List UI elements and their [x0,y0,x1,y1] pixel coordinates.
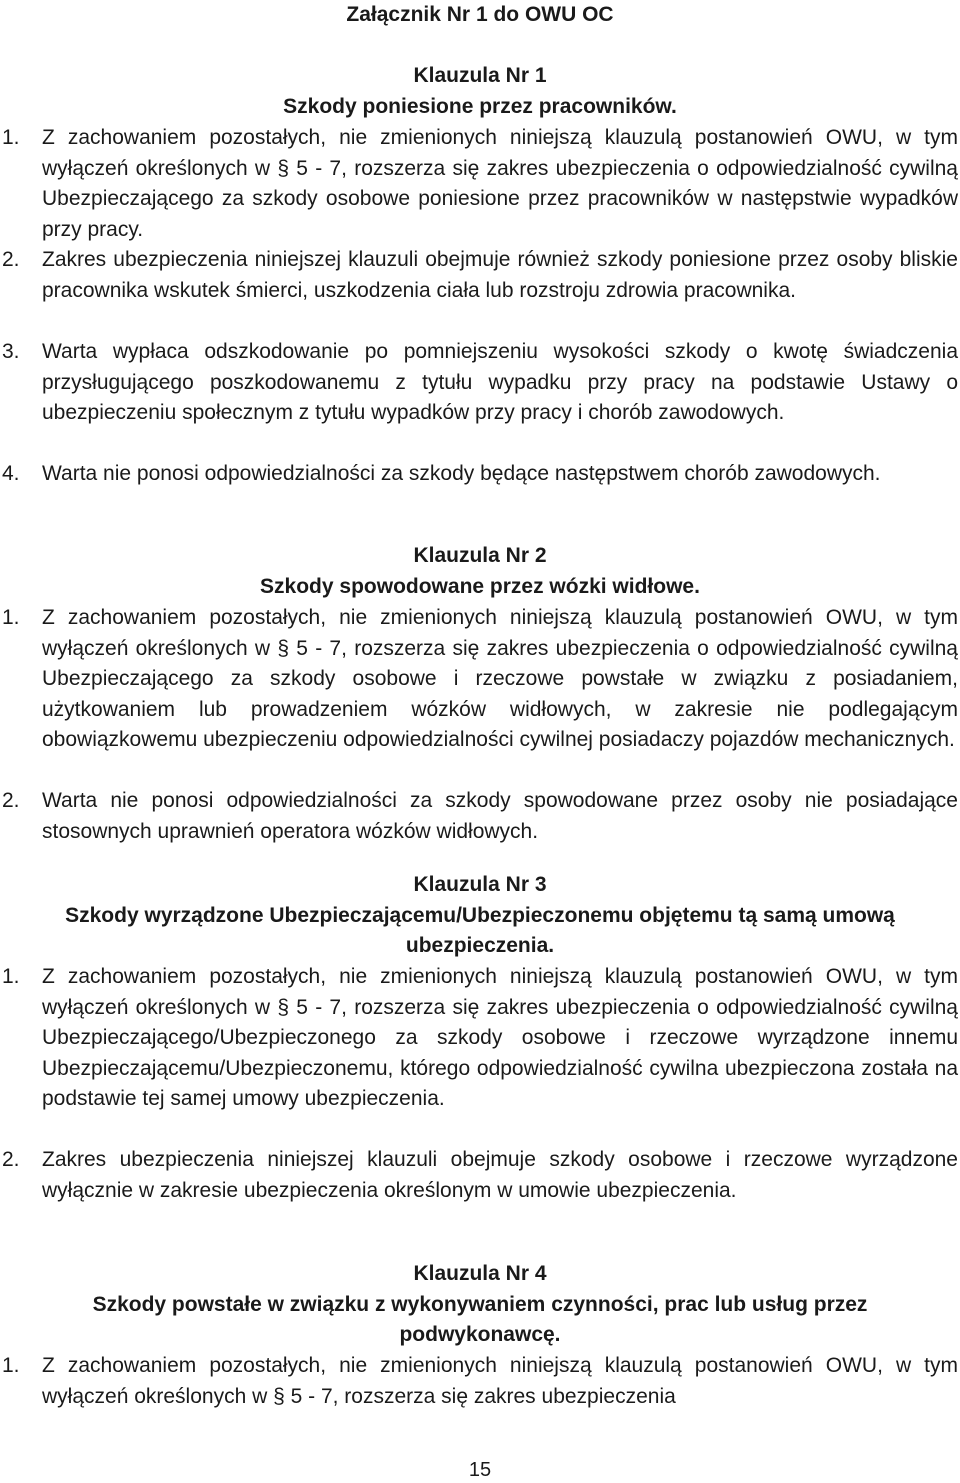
item-number: 2. [2,1148,20,1171]
item-text: Warta nie ponosi odpowiedzialności za szkody będące następstwem chorób zawodowych. [42,462,881,485]
clause-item [0,786,958,847]
clause-subtitle: Szkody spowodowane przez wózki widłowe. [260,575,700,598]
page-number: 15 [468,1459,492,1481]
clause-item [0,1351,958,1412]
clause-heading: Klauzula Nr 3 [413,873,547,896]
clause-subtitle: Szkody wyrządzone Ubezpieczającemu/Ubezpieczonemu objętemu tą samą umową ubezpieczenia. [65,904,895,957]
clause-item [0,459,958,490]
clause-item [0,123,958,245]
item-number: 2. [2,248,20,271]
clause-heading: Klauzula Nr 1 [413,64,547,87]
item-number: 1. [2,965,20,988]
item-number: 3. [2,340,20,363]
clause-item [0,962,958,1115]
document-title: Załącznik Nr 1 do OWU OC [346,3,614,26]
clause-item [0,1145,958,1206]
item-text: Z zachowaniem pozostałych, nie zmienionych niniejszą klauzulą postanowień OWU, w tym wyłączeń określonych w § 5 - 7, rozszerza się zakres ubezpieczenia [42,1354,958,1408]
clause-item [0,603,958,756]
clause-subtitle: Szkody powstałe w związku z wykonywaniem czynności, prac lub usług przez podwykonawcę. [92,1293,868,1346]
clause-heading: Klauzula Nr 2 [413,544,547,567]
clause-subtitle: Szkody poniesione przez pracowników. [283,95,677,118]
item-text: Warta wypłaca odszkodowanie po pomniejszeniu wysokości szkody o kwotę świadczenia przysługującego poszkodowanemu z tytułu wypadku przy pracy na podstawie Ustawy o ubezpieczeniu społecznym z tytułu wypadków przy pracy i chorób zawodowych. [42,340,958,424]
item-number: 1. [2,606,20,629]
item-number: 1. [2,126,20,149]
item-text: Zakres ubezpieczenia niniejszej klauzuli obejmuje szkody osobowe i rzeczowe wyrządzone wyłącznie w zakresie ubezpieczenia określonym w umowie ubezpieczenia. [42,1148,958,1202]
item-number: 4. [2,462,20,485]
item-text: Warta nie ponosi odpowiedzialności za szkody spowodowane przez osoby nie posiadające stosownych uprawnień operatora wózków widłowych. [42,789,958,843]
clause-heading: Klauzula Nr 4 [413,1262,547,1285]
clause-item [0,245,958,306]
clause-item [0,337,958,429]
item-text: Z zachowaniem pozostałych, nie zmienionych niniejszą klauzulą postanowień OWU, w tym wyłączeń określonych w § 5 - 7, rozszerza się zakres ubezpieczenia o odpowiedzialność cywilną Ubezpieczającego za szkody osobowe i rzeczowe powstałe w związku z posiadaniem, użytkowaniem lub prowadzeniem wózków widłowych, w zakresie nie podlegającym obowiązkowemu ubezpieczeniu odpowiedzialności cywilnej posiadaczy pojazdów mechanicznych. [42,606,958,751]
item-text: Z zachowaniem pozostałych, nie zmienionych niniejszą klauzulą postanowień OWU, w tym wyłączeń określonych w § 5 - 7, rozszerza się zakres ubezpieczenia o odpowiedzialność cywilną Ubezpieczającego/Ubezpieczonego za szkody osobowe i rzeczowe wyrządzone innemu Ubezpieczającemu/Ubezpieczonemu, którego odpowiedzialność cywilna ubezpieczona została na podstawie tej samej umowy ubezpieczenia. [42,965,958,1110]
item-text: Zakres ubezpieczenia niniejszej klauzuli obejmuje również szkody poniesione przez osoby bliskie pracownika wskutek śmierci, uszkodzenia ciała lub rozstroju zdrowia pracownika. [42,248,958,302]
item-number: 2. [2,789,20,812]
item-number: 1. [2,1354,20,1377]
item-text: Z zachowaniem pozostałych, nie zmienionych niniejszą klauzulą postanowień OWU, w tym wyłączeń określonych w § 5 - 7, rozszerza się zakres ubezpieczenia o odpowiedzialność cywilną Ubezpieczającego za szkody osobowe poniesione przez pracowników w następstwie wypadków przy pracy. [42,126,958,241]
